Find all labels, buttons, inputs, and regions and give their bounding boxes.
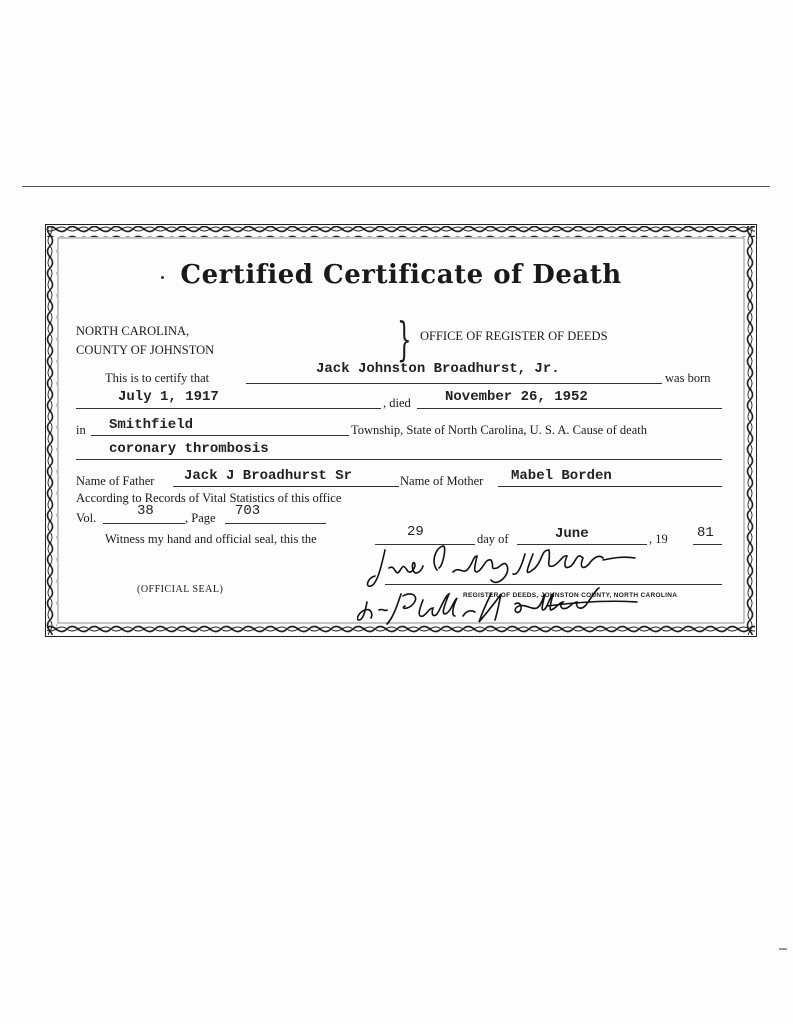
deceased-name: Jack Johnston Broadhurst, Jr. [316,361,560,377]
vol-label: Vol. [76,511,97,525]
vol-underline [103,523,185,524]
was-born-label: was born [665,371,711,385]
mother-name: Mabel Borden [511,468,612,484]
mother-label: Name of Mother [400,474,484,488]
page-underline [225,523,326,524]
township-text: Township, State of North Carolina, U. S. A. Cause of death [351,423,647,437]
vol-value: 38 [137,503,154,519]
place: Smithfield [109,417,194,433]
mother-underline [498,486,722,487]
year-underline [693,544,722,545]
official-seal-label: (OFFICIAL SEAL) [137,584,224,595]
year-suffix: 81 [697,525,714,541]
records-text: According to Records of Vital Statistics of this office [76,491,342,505]
cause-underline [76,459,722,460]
father-underline [173,486,399,487]
in-label: in [76,423,86,437]
birth-underline [76,408,381,409]
day-of-label: day of [477,532,509,546]
office-label: OFFICE OF REGISTER OF DEEDS [420,329,608,343]
death-underline [417,408,722,409]
witness-text: Witness my hand and official seal, this the [105,532,317,546]
witness-day: 29 [407,524,424,540]
death-certificate [45,224,757,637]
brace-mark: } [397,312,412,366]
page-rule [22,186,770,187]
died-label: , died [383,396,411,410]
year-prefix: , 19 [649,532,668,546]
cause-of-death: coronary thrombosis [109,441,269,457]
witness-month: June [555,526,589,542]
certify-prefix: This is to certify that [105,371,210,385]
certificate-title: Certified Certificate of Death [180,260,622,290]
deputy-signature [357,586,717,630]
register-signature [365,544,685,592]
county-label: COUNTY OF JOHNSTON [76,343,215,357]
death-date: November 26, 1952 [445,389,588,405]
birth-date: July 1, 1917 [118,389,219,405]
register-title: REGISTER OF DEEDS, JOHNSTON COUNTY, NORTH CAROLINA [463,592,678,599]
father-name: Jack J Broadhurst Sr [184,468,353,484]
state-label: NORTH CAROLINA, [76,324,190,338]
scan-mark [779,948,787,950]
place-underline [91,435,349,436]
name-underline [246,383,662,384]
page-label: , Page [185,511,216,525]
father-label: Name of Father [76,474,155,488]
page-value: 703 [235,503,261,519]
